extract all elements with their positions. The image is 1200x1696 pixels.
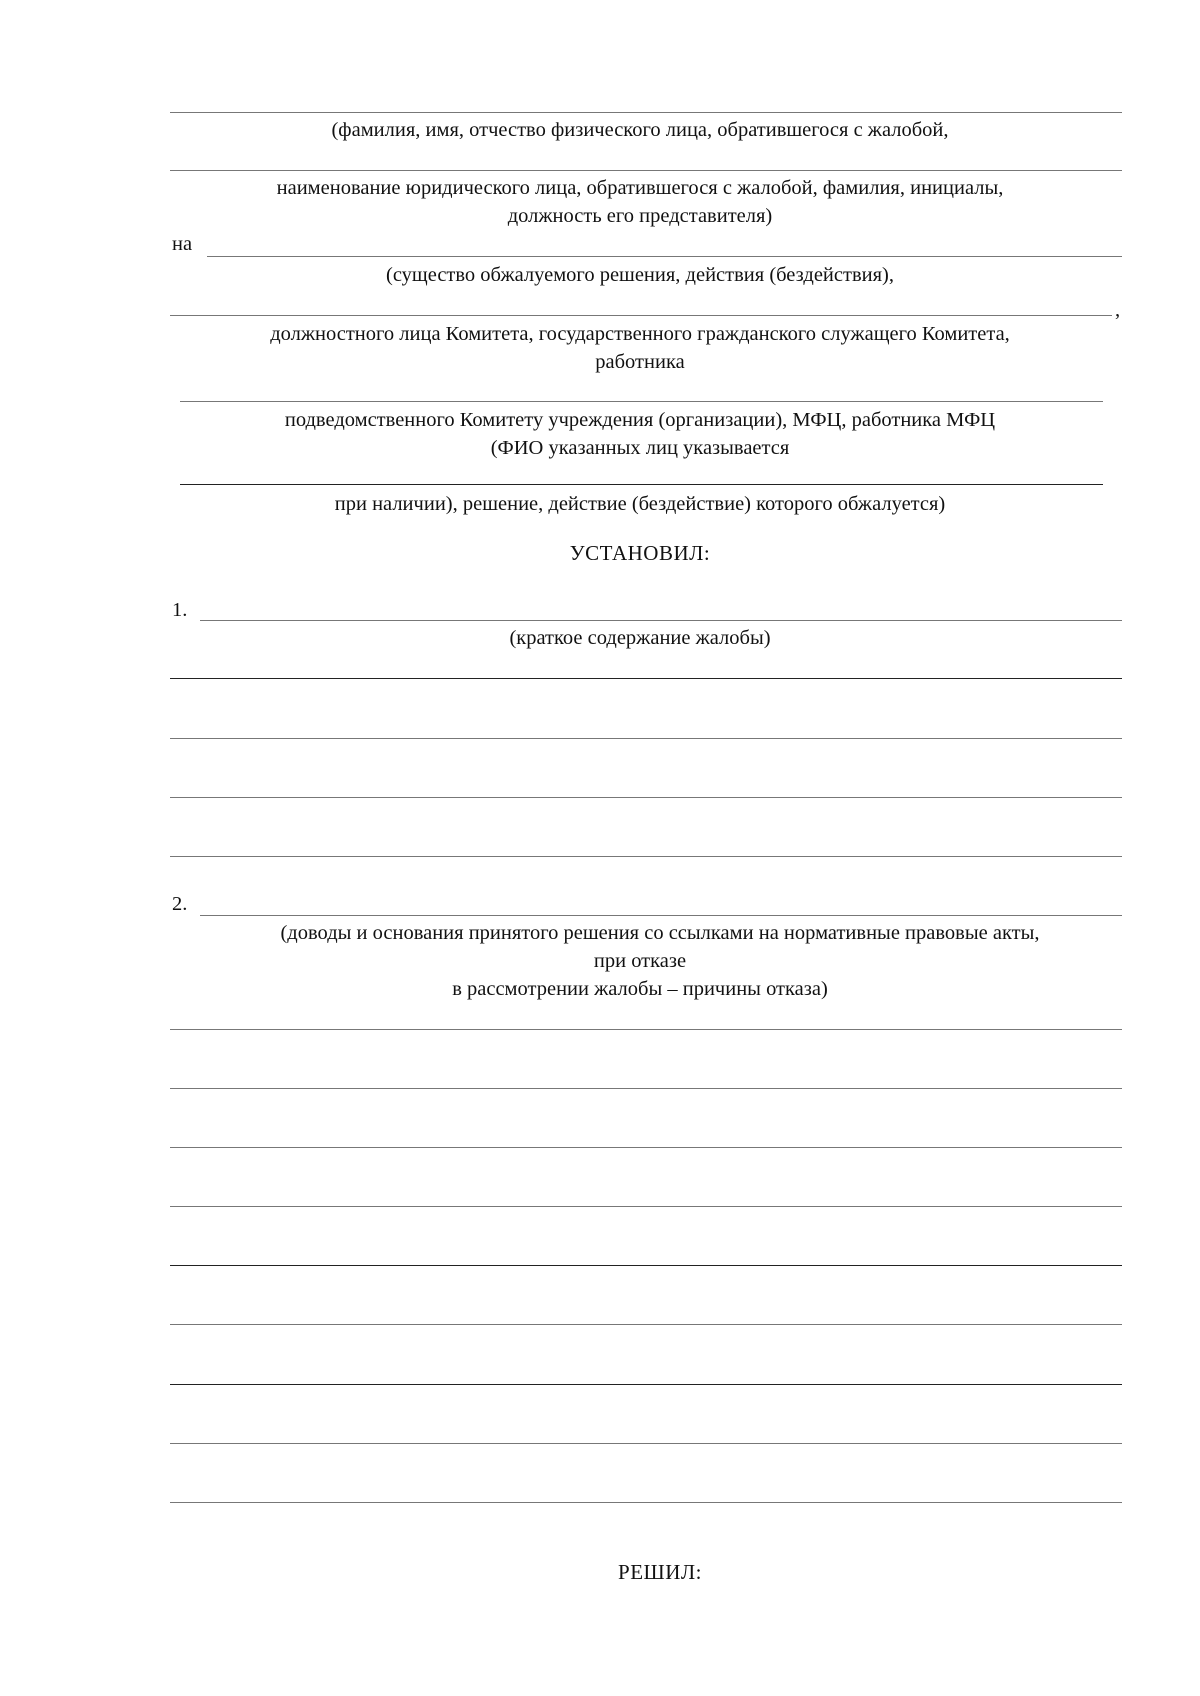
caption-complaint-summary: (краткое содержание жалобы) — [509, 627, 771, 649]
caption-if-available: при наличии), решение, действие (бездействие) которого обжалуется) — [334, 493, 946, 515]
caption-representative-position: должность его представителя) — [507, 205, 773, 227]
fill-line[interactable] — [170, 1147, 1122, 1148]
heading-established: УСТАНОВИЛ: — [569, 541, 711, 565]
fill-line[interactable] — [207, 256, 1122, 257]
label-na: на — [172, 233, 193, 255]
caption-legal-entity: наименование юридического лица, обратившегося с жалобой, фамилия, инициалы, — [276, 177, 1004, 199]
caption-applicant-name: (фамилия, имя, отчество физического лица, обратившегося с жалобой, — [331, 119, 949, 141]
fill-line[interactable] — [170, 678, 1122, 679]
caption-subordinate-institution: подведомственного Комитету учреждения (организации), МФЦ, работника МФЦ — [284, 409, 996, 431]
caption-grounds-line2: при отказе — [593, 950, 687, 972]
fill-line[interactable] — [170, 1206, 1122, 1207]
fill-line[interactable] — [170, 1443, 1122, 1444]
fill-line[interactable] — [180, 484, 1103, 485]
fill-line[interactable] — [170, 315, 1112, 316]
fill-line[interactable] — [170, 1324, 1122, 1325]
heading-decided: РЕШИЛ: — [618, 1560, 702, 1584]
fill-line[interactable] — [180, 401, 1103, 402]
fill-line[interactable] — [200, 620, 1122, 621]
caption-employee: работника — [595, 351, 685, 373]
fill-line[interactable] — [170, 1502, 1122, 1503]
fill-line[interactable] — [170, 1265, 1122, 1266]
item-number-1: 1. — [172, 599, 188, 621]
caption-fio-note: (ФИО указанных лиц указывается — [490, 437, 790, 459]
comma-mark: , — [1115, 299, 1121, 321]
caption-official: должностного лица Комитета, государственного гражданского служащего Комитета, — [270, 323, 1010, 345]
fill-line[interactable] — [200, 915, 1122, 916]
fill-line[interactable] — [170, 738, 1122, 739]
caption-grounds-line3: в рассмотрении жалобы – причины отказа) — [452, 978, 828, 1000]
caption-appealed-decision: (существо обжалуемого решения, действия (бездействия), — [386, 264, 894, 286]
fill-line[interactable] — [170, 856, 1122, 857]
fill-line[interactable] — [170, 1088, 1122, 1089]
item-number-2: 2. — [172, 893, 188, 915]
fill-line[interactable] — [170, 797, 1122, 798]
fill-line[interactable] — [170, 112, 1122, 113]
caption-grounds-line1: (доводы и основания принятого решения со ссылками на нормативные правовые акты, — [280, 922, 1040, 944]
fill-line[interactable] — [170, 1029, 1122, 1030]
fill-line[interactable] — [170, 170, 1122, 171]
fill-line[interactable] — [170, 1384, 1122, 1385]
